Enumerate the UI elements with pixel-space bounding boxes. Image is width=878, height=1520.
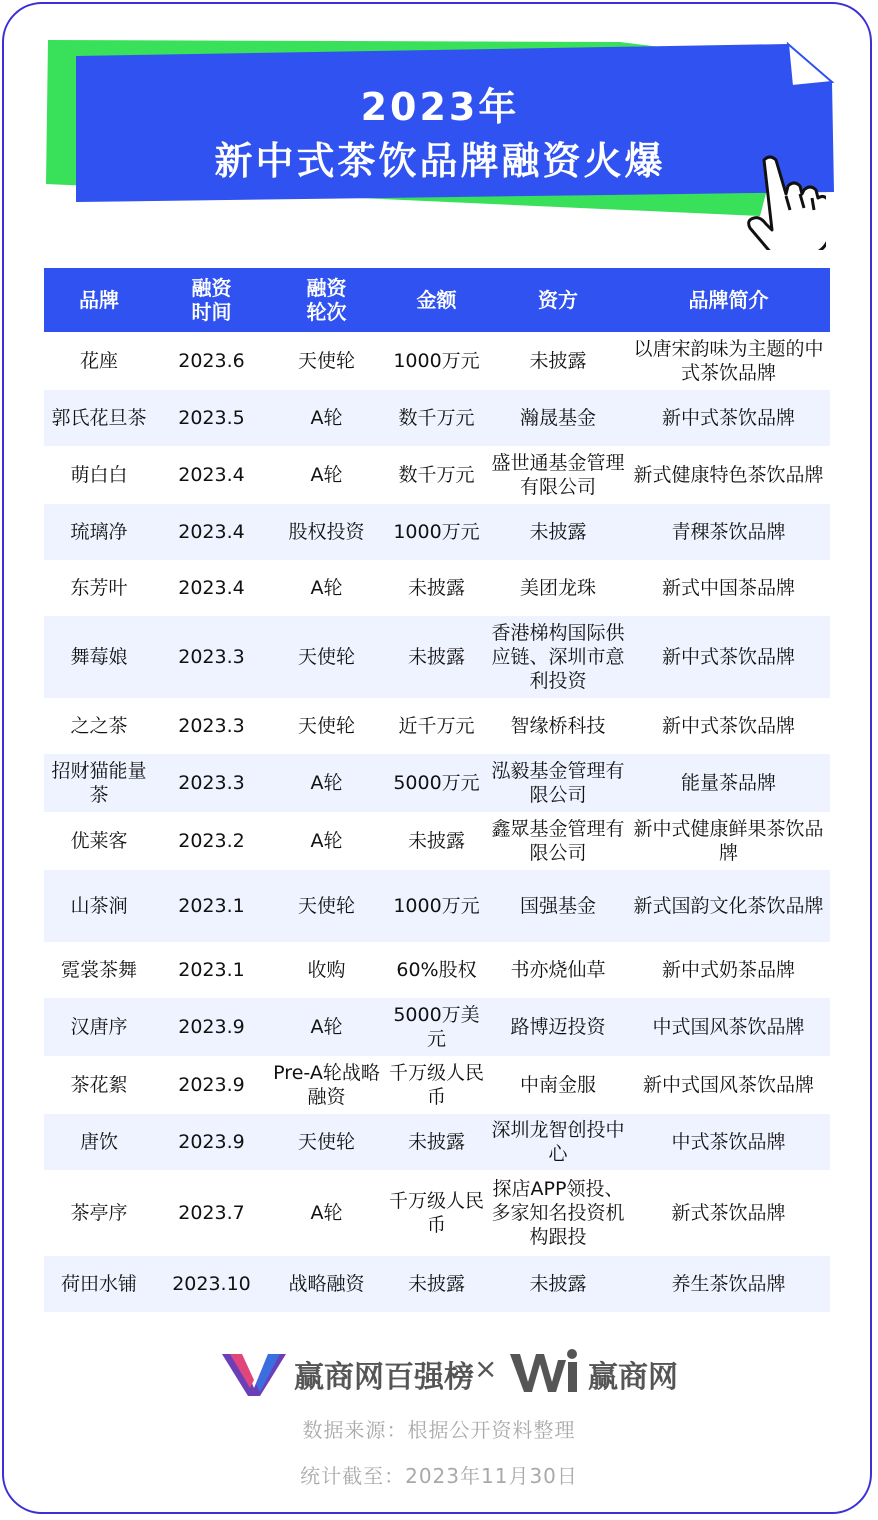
cell-description: 新中式茶饮品牌 (661, 407, 795, 429)
cell-amount: 数千万元 (398, 464, 475, 486)
banner-title-main: 新中式茶饮品牌融资火爆 (214, 139, 666, 183)
table-header (44, 268, 830, 332)
cell-round: 天使轮 (297, 895, 355, 917)
cell-brand: 招财猫能量茶 (51, 760, 147, 806)
cell-amount: 未披露 (407, 1131, 465, 1153)
cell-description: 能量茶品牌 (680, 772, 776, 794)
cell-amount: 1000万元 (393, 350, 480, 372)
data-source: 数据来源：根据公开资料整理 (302, 1418, 576, 1442)
cell-round: 天使轮 (297, 646, 355, 668)
cell-brand: 荷田水铺 (60, 1273, 137, 1295)
cell-round: A轮 (310, 464, 343, 486)
cell-brand: 花座 (79, 350, 118, 372)
cell-date: 2023.6 (178, 350, 245, 372)
cell-investor: 鑫眾基金管理有限公司 (491, 818, 625, 864)
cell-amount: 1000万元 (393, 895, 480, 917)
cell-investor: 瀚晟基金 (519, 407, 596, 429)
cell-investor: 盛世通基金管理有限公司 (491, 452, 625, 498)
cell-description: 新式中国茶品牌 (661, 577, 795, 599)
header-date: 融资 时间 (191, 276, 232, 324)
hand-pointer-icon (746, 154, 826, 250)
banner-title-year: 2023年 (360, 85, 520, 129)
cell-round: A轮 (310, 1016, 343, 1038)
cell-round: 天使轮 (297, 715, 355, 737)
cell-date: 2023.3 (178, 646, 245, 668)
cell-amount: 5000万元 (393, 772, 480, 794)
cell-round: A轮 (310, 407, 343, 429)
cell-round: Pre-A轮战略融资 (273, 1062, 380, 1108)
cell-round: A轮 (310, 772, 343, 794)
cell-investor: 未披露 (529, 350, 587, 372)
cell-amount: 千万级人民币 (388, 1190, 484, 1236)
cell-description: 养生茶饮品牌 (671, 1273, 786, 1295)
cell-amount: 数千万元 (398, 407, 475, 429)
cell-date: 2023.3 (178, 715, 245, 737)
header-description: 品牌简介 (688, 288, 769, 312)
cell-amount: 未披露 (407, 646, 465, 668)
cell-amount: 未披露 (407, 1273, 465, 1295)
table-row (44, 754, 830, 812)
financing-table (44, 268, 830, 1312)
cell-brand: 优莱客 (70, 830, 128, 852)
cell-description: 以唐宋韵味为主题的中式茶饮品牌 (633, 338, 824, 384)
cell-date: 2023.5 (178, 407, 245, 429)
cell-amount: 5000万美元 (393, 1004, 480, 1050)
cell-investor: 未披露 (529, 1273, 587, 1295)
ranking-logo-icon (220, 1348, 288, 1398)
winshang-logo-icon (508, 1346, 584, 1396)
ranking-logo-text: 赢商网百强榜 (294, 1360, 474, 1395)
cell-date: 2023.10 (172, 1273, 251, 1295)
cell-date: 2023.1 (178, 959, 245, 981)
cell-investor: 路博迈投资 (510, 1016, 606, 1038)
table-row (44, 332, 830, 390)
cell-round: A轮 (310, 577, 343, 599)
cell-investor: 深圳龙智创投中心 (491, 1119, 625, 1165)
header-amount: 金额 (416, 288, 457, 312)
cell-brand: 茶亭序 (70, 1202, 128, 1224)
cell-description: 新中式茶饮品牌 (661, 715, 795, 737)
cell-investor: 智缘桥科技 (510, 715, 606, 737)
cell-date: 2023.2 (178, 830, 245, 852)
cell-date: 2023.4 (178, 464, 245, 486)
table-row (44, 504, 830, 560)
cell-date: 2023.3 (178, 772, 245, 794)
cell-date: 2023.9 (178, 1074, 245, 1096)
cell-round: A轮 (310, 830, 343, 852)
cell-brand: 茶花絮 (70, 1074, 128, 1096)
cell-description: 新式健康特色茶饮品牌 (633, 464, 824, 486)
cell-description: 新式国韵文化茶饮品牌 (633, 895, 824, 917)
cell-brand: 霓裳茶舞 (60, 959, 137, 981)
cell-date: 2023.9 (178, 1131, 245, 1153)
footer-logos (220, 1344, 680, 1400)
table-row (44, 1170, 830, 1256)
cell-investor: 泓毅基金管理有限公司 (491, 760, 625, 806)
statistics-cutoff: 统计截至：2023年11月30日 (300, 1464, 578, 1488)
cell-amount: 千万级人民币 (388, 1062, 484, 1108)
cell-investor: 书亦烧仙草 (510, 959, 606, 981)
cell-date: 2023.4 (178, 521, 245, 543)
table-row (44, 698, 830, 754)
cell-brand: 山茶涧 (70, 895, 128, 917)
cell-description: 新式茶饮品牌 (671, 1202, 786, 1224)
table-body (44, 332, 830, 1312)
cell-date: 2023.1 (178, 895, 245, 917)
cell-amount: 未披露 (407, 830, 465, 852)
cell-amount: 近千万元 (398, 715, 475, 737)
cell-date: 2023.4 (178, 577, 245, 599)
title-banner (40, 34, 840, 254)
cell-description: 青稞茶饮品牌 (671, 521, 786, 543)
header-brand: 品牌 (79, 288, 119, 312)
cell-date: 2023.7 (178, 1202, 245, 1224)
cell-brand: 琉璃净 (70, 521, 128, 543)
table-row (44, 812, 830, 870)
table-row (44, 390, 830, 446)
cell-brand: 汉唐序 (70, 1016, 128, 1038)
table-row (44, 942, 830, 998)
cell-round: 天使轮 (297, 1131, 355, 1153)
cell-amount: 1000万元 (393, 521, 480, 543)
cell-date: 2023.9 (178, 1016, 245, 1038)
cell-investor: 香港梯构国际供应链、深圳市意利投资 (491, 622, 625, 692)
cell-round: 天使轮 (297, 350, 355, 372)
table-row (44, 616, 830, 698)
table-row (44, 1256, 830, 1312)
table-row (44, 998, 830, 1056)
cell-investor: 中南金服 (519, 1074, 596, 1096)
table-row (44, 1114, 830, 1170)
cell-description: 新中式健康鲜果茶饮品牌 (633, 818, 824, 864)
cell-investor: 探店APP领投、多家知名投资机构跟投 (491, 1178, 625, 1248)
cell-description: 中式国风茶饮品牌 (652, 1016, 805, 1038)
table-row (44, 446, 830, 504)
cell-amount: 未披露 (407, 577, 465, 599)
table-row (44, 560, 830, 616)
cell-amount: 60%股权 (396, 959, 477, 981)
table-row (44, 870, 830, 942)
cell-round: 收购 (307, 959, 346, 981)
cell-brand: 萌白白 (70, 464, 128, 486)
cell-brand: 舞莓娘 (70, 646, 128, 668)
cell-round: A轮 (310, 1202, 343, 1224)
times-sign: × (474, 1352, 498, 1385)
cell-description: 中式茶饮品牌 (671, 1131, 786, 1153)
cell-round: 股权投资 (288, 521, 365, 543)
cell-investor: 国强基金 (519, 895, 596, 917)
table-row (44, 1056, 830, 1114)
cell-brand: 之之茶 (70, 715, 128, 737)
cell-investor: 美团龙珠 (519, 577, 596, 599)
cell-brand: 东芳叶 (70, 577, 128, 599)
cell-brand: 唐饮 (79, 1131, 118, 1153)
header-round: 融资 轮次 (306, 276, 347, 324)
cell-description: 新中式奶茶品牌 (661, 959, 795, 981)
cell-investor: 未披露 (529, 521, 587, 543)
header-investor: 资方 (538, 288, 578, 312)
cell-description: 新中式国风茶饮品牌 (642, 1074, 814, 1096)
winshang-logo-text: 赢商网 (588, 1360, 678, 1395)
cell-description: 新中式茶饮品牌 (661, 646, 795, 668)
cell-brand: 郭氏花旦茶 (51, 407, 147, 429)
cell-round: 战略融资 (288, 1273, 365, 1295)
